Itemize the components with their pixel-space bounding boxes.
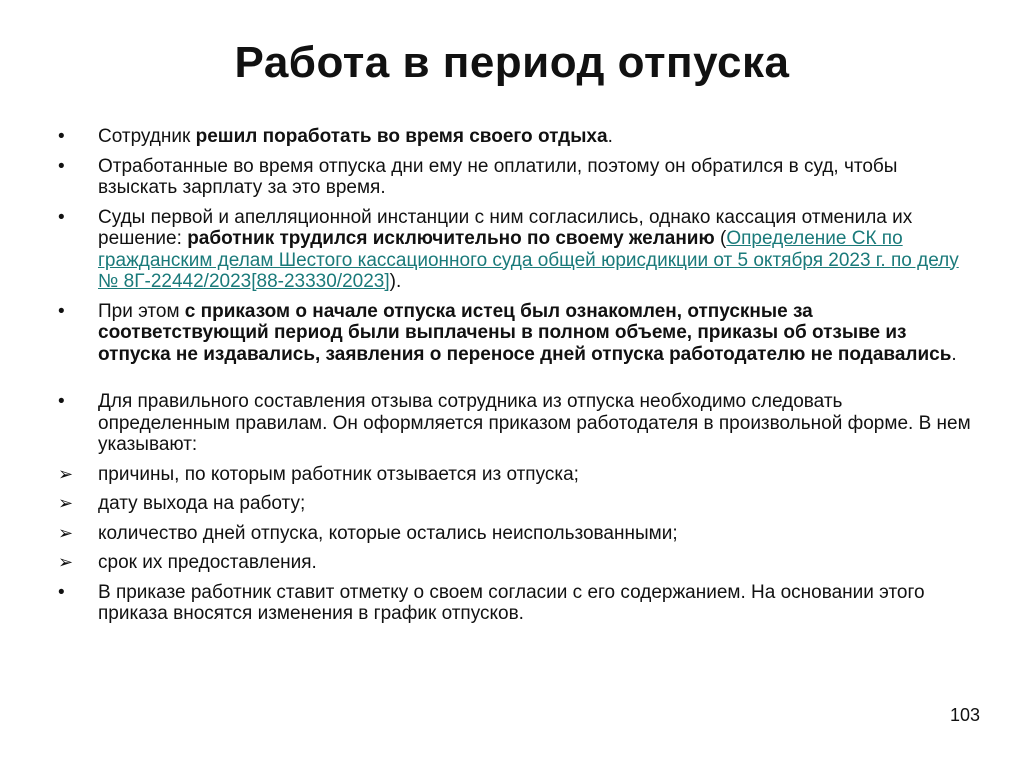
arrow-bullet-icon: ➢ [58,552,74,572]
bullet-icon: • [58,581,65,603]
item-text [98,301,957,365]
item-text [98,126,613,147]
court-ruling-link[interactable]: Определение СК по гражданским делам Шестого кассационного суда общей юрисдикции от 5 октября 2023 г. по делу № 8Г-22442/2023[88-23330/2023] [98,228,959,292]
sub-list-item [58,464,978,486]
bullet-item [58,207,978,293]
item-text [98,391,971,455]
arrow-bullet-icon: ➢ [58,522,74,543]
text-run: Сотрудник [98,126,196,147]
bullet-item [58,156,978,199]
page-number: 103 [949,705,980,725]
arrow-bullet-icon: ➢ [58,493,74,513]
bullet-icon: • [58,300,65,322]
item-text [98,156,897,199]
text-run: . [951,343,957,365]
bold-text: работник трудился исключительно по своему желанию [187,228,715,249]
text-run: ( [714,228,727,249]
text-run: причины, по которым работник отзывается из отпуска; [98,463,579,485]
item-text [98,552,317,573]
sub-list-item [58,523,978,545]
text-run: Отработанные во время отпуска дни ему не оплатили, поэтому он обратился в суд, чтобы взыскать зарплату за это время. [98,155,898,198]
text-run: срок их предоставления. [98,552,317,573]
item-text [98,464,579,485]
text-run: Суды первой и апелляционной инстанции с ним согласились, однако кассация отменила их решение: [98,206,913,249]
text-run: В приказе работник ставит отметку о своем согласии с его содержанием. На основании этого приказа вносятся изменения в график отпусков. [98,581,925,624]
arrow-bullet-icon: ➢ [58,463,74,484]
item-text [98,493,305,514]
text-run: дату выхода на работу; [98,493,306,514]
item-text [98,582,925,625]
sub-list-item [58,493,978,515]
bullet-icon: • [58,391,65,412]
text-run: . [607,126,613,147]
text-run: количество дней отпуска, которые остались неиспользованными; [98,522,678,544]
bullet-item [58,301,978,366]
bullet-icon: • [58,155,65,177]
bullet-item [58,126,978,148]
slide-title: Работа в период отпуска [234,38,790,87]
item-text [98,523,678,544]
text-run: Для правильного составления отзыва сотрудника из отпуска необходимо следовать определенным правилам. Он оформляется приказом работодателя в произвольной форме. В нем указывают: [98,391,971,455]
bold-text: с приказом о начале отпуска истец был ознакомлен, отпускные за соответствующий период были выплачены в полном объеме, приказы об отзыве из отпуска не издавались, заявления о переносе дней отпуска работодателю не подавались [98,300,952,365]
content-list [58,126,978,633]
bullet-item [58,582,978,625]
text-run: ). [389,271,402,292]
sub-list-item [58,552,978,574]
item-text [98,207,959,293]
text-run: При этом [98,300,185,322]
bullet-icon: • [58,126,65,147]
bold-text: решил поработать во время своего отдыха [195,126,608,147]
bullet-item [58,391,978,456]
bullet-icon: • [58,206,65,228]
